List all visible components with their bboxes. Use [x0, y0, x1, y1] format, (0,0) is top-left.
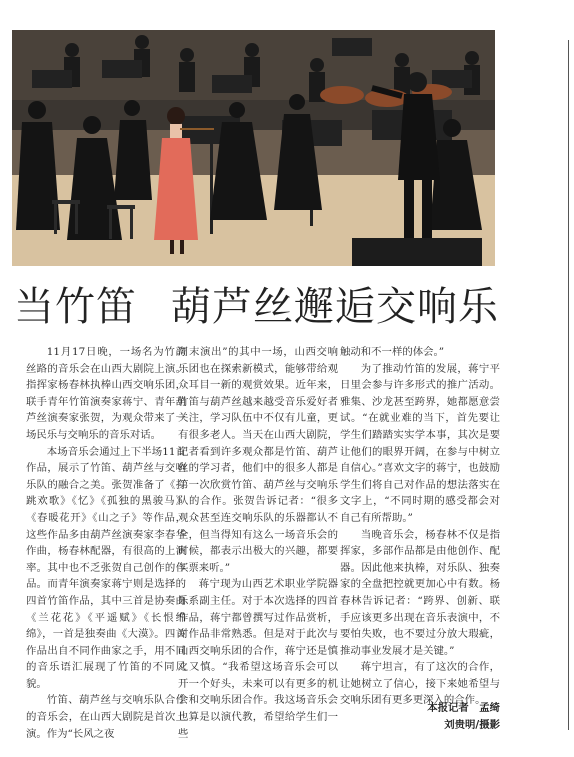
- concert-photo: [12, 30, 495, 266]
- article-column-2: [178, 344, 338, 742]
- article-column-3: [340, 344, 500, 709]
- column-divider: [568, 40, 569, 730]
- byline-reporter: 本报记者 孟绮: [427, 702, 500, 714]
- headline-part2: 葫芦丝邂逅交响乐: [171, 284, 499, 330]
- paragraph: 为了推动竹笛的发展，蒋宁平日里会参与许多形式的推广活动。雅集、沙龙甚至跨界，她都愿意尝试。“在就业难的当下，首先要让学生们踏踏实实学本事，其次是要让他们的眼界开阔，在参与中树立自信心。”喜欢文字的蒋宁，也鼓励学生们将自己对作品的想法落实在文字上，“不同时期的感受都会对自己有所帮助。”: [340, 362, 500, 524]
- headline-part1: 当竹笛: [14, 284, 137, 330]
- paragraph: 周末演出”的其中一场，山西交响乐团也在探索新模式，能够带给观众耳目一新的观赏效果。近年来，竹笛与葫芦丝越来越受音乐爱好者关注，学习队伍中不仅有儿童，更有很多老人。当天在山西大剧院，记者看到许多观众都是竹笛、葫芦丝的学习者，他们中的很多人都是第一次欣赏竹笛、葫芦丝与交响乐队的合作。张贺告诉记者：“很多观众甚至连交响乐队的乐器都认不全，但当得知有这么一场音乐会的时候，都表示出极大的兴趣，都要买票来听。”: [178, 346, 338, 574]
- paragraph: 蒋宁现为山西艺术职业学院器乐系副主任。对于本次选择的四首作品，蒋宁都曾撰写过作品赏析，对作品非常熟悉。但是对于此次与山西交响乐团的合作，蒋宁还是慎之又慎。“我希望这场音乐会可以开一个好头，未来可以有更多的机会和交响乐团合作。我这场音乐会也算是以演代教，希望给学生们一些: [178, 578, 338, 740]
- paragraph: 当晚音乐会，杨春林不仅是指挥家，多部作品都是由他创作、配器。因此他来执棒，对乐队、独奏家的全盘把控就更加心中有数。杨春林告诉记者：“跨界、创新、联手应该更多出现在音乐表演中，不要怕失败，也不要过分放大瑕疵，推动事业发展才是关键。”: [340, 528, 500, 657]
- concert-photo-icon: [12, 30, 495, 266]
- paragraph: 竹笛、葫芦丝与交响乐队合作的音乐会，在山西大剧院是首次上演。作为“长风之夜: [26, 694, 186, 740]
- paragraph: 蒋宁坦言，有了这次的合作，让她树立了信心，接下来她希望与交响乐团有更多更深入的合作。: [340, 661, 500, 707]
- page-title: [14, 283, 554, 331]
- paragraph: 11月17日晚，一场名为竹韵丝路的音乐会在山西大剧院上演。指挥家杨春林执棒山西交响乐团，联手青年竹笛演奏家蒋宁、青年葫芦丝演奏家张贺，为观众带来了一场民乐与交响乐的音乐对话。: [26, 346, 186, 441]
- byline-photographer: 刘贵明/摄影: [444, 718, 500, 731]
- paragraph: 触动和不一样的体会。”: [340, 346, 445, 358]
- article-column-1: [26, 344, 186, 742]
- byline: [410, 700, 500, 733]
- paragraph: 本场音乐会通过上下半场11首作品，展示了竹笛、葫芦丝与交响乐队的融合之美。张贺准备了《打跳欢歌》《忆》《孤独的黑骏马》《春暖花开》《山之子》等作品，这些作品多由葫芦丝演奏家李春华作曲，杨春林配器，有很高的上演率。其中也不乏张贺自己创作的作品。而青年演奏家蒋宁则是选择的四首竹笛作品，其中三首是协奏曲《兰花花》《平遥赋》《长恨绵绵》，一首是独奏曲《大漠》。四首作品出自不同作曲家之手，用不同的音乐语汇展现了竹笛的不同风貌。: [26, 445, 186, 690]
